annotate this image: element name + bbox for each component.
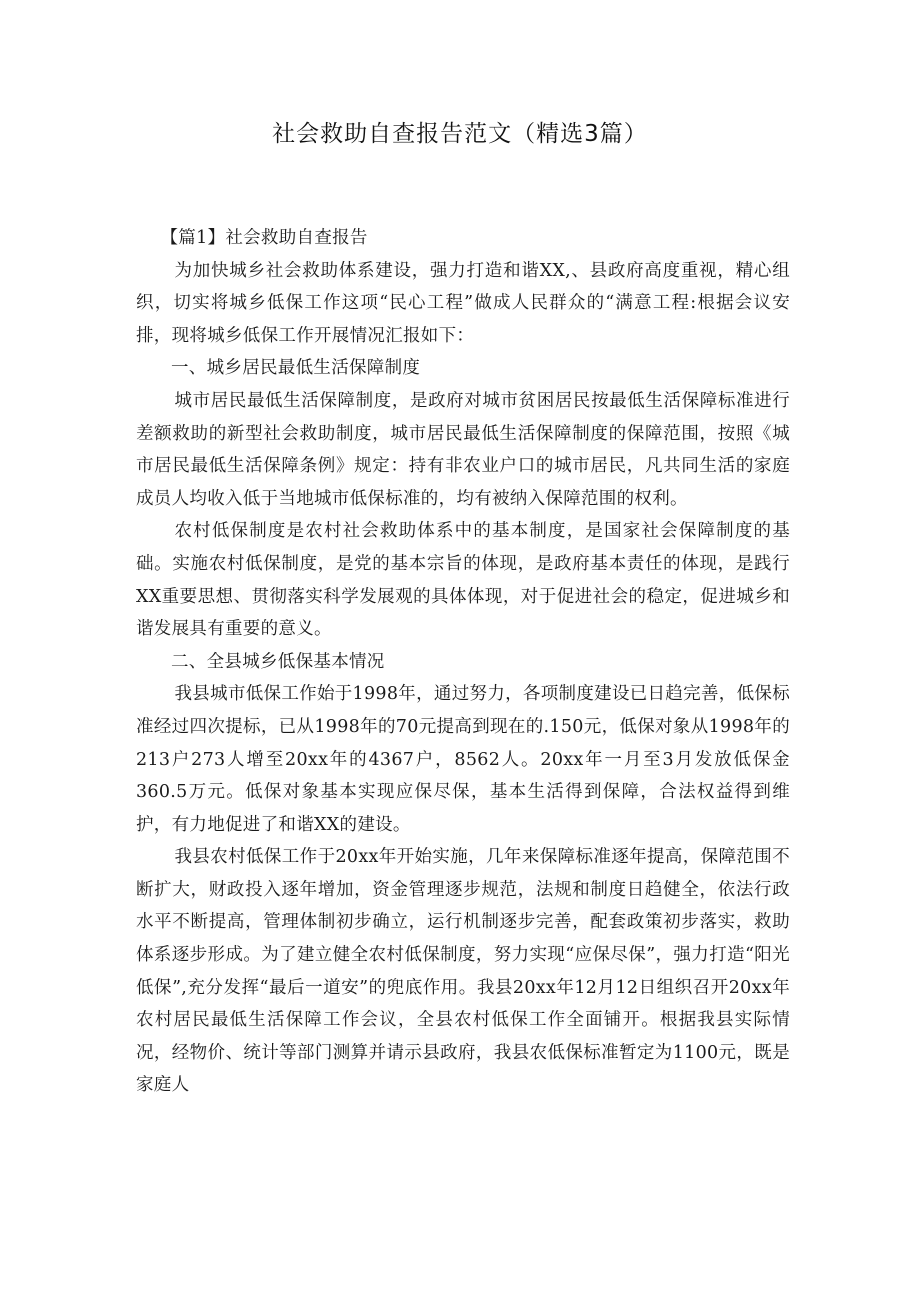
- paragraph: 农村低保制度是农村社会救助体系中的基本制度，是国家社会保障制度的基础。实施农村低保制度，是党的基本宗旨的体现，是政府基本责任的体现，是践行XX重要思想、贯彻落实科学发展观的具体体现，对于促进社会的稳定，促进城乡和谐发展具有重要的意义。: [136, 521, 790, 640]
- document-title: 社会救助自查报告范文（精选3篇）: [272, 121, 648, 147]
- paragraph: 城市居民最低生活保障制度，是政府对城市贫困居民按最低生活保障标准进行差额救助的新型社会救助制度，城市居民最低生活保障制度的保障范围，按照《城市居民最低生活保障条例》规定：持有非农业户口的城市居民，凡共同生活的家庭成员人均收入低于当地城市低保标准的，均有被纳入保障范围的权利。: [136, 390, 790, 509]
- section-heading: 二、全县城乡低保基本情况: [171, 651, 385, 672]
- paragraph: 我县农村低保工作于20xx年开始实施，几年来保障标准逐年提高，保障范围不断扩大，财政投入逐年增加，资金管理逐步规范，法规和制度日趋健全，依法行政水平不断提高，管理体制初步确立，运行机制逐步完善，配套政策初步落实，救助体系逐步形成。为了建立健全农村低保制度，努力实现“应保尽保”，强力打造“阳光低保”,充分发挥“最后一道安”的兜底作用。我县20xx年12月12日组织召开20xx年农村居民最低生活保障工作会议，全县农村低保工作全面铺开。根据我县实际情况，经物价、统计等部门测算并请示县政府，我县农低保标准暂定为1100元，既是家庭人: [136, 847, 790, 1096]
- chapter-heading: 【篇1】社会救助自查报告: [160, 228, 368, 248]
- paragraph: 我县城市低保工作始于1998年，通过努力，各项制度建设已日趋完善，低保标准经过四次提标，已从1998年的70元提高到现在的.150元，低保对象从1998年的213户273人增至20xx年的4367户，8562人。20xx年一月至3月发放低保金360.5万元。低保对象基本实现应保尽保，基本生活得到保障，合法权益得到维护，有力地促进了和谐XX的建设。: [136, 684, 790, 835]
- paragraph: 为加快城乡社会救助体系建设，强力打造和谐XX,、县政府高度重视，精心组织，切实将城乡低保工作这项“民心工程”做成人民群众的“满意工程:根据会议安排，现将城乡低保工作开展情况汇报如下：: [136, 260, 790, 346]
- section-heading: 一、城乡居民最低生活保障制度: [171, 358, 421, 379]
- document-body: [136, 222, 790, 1102]
